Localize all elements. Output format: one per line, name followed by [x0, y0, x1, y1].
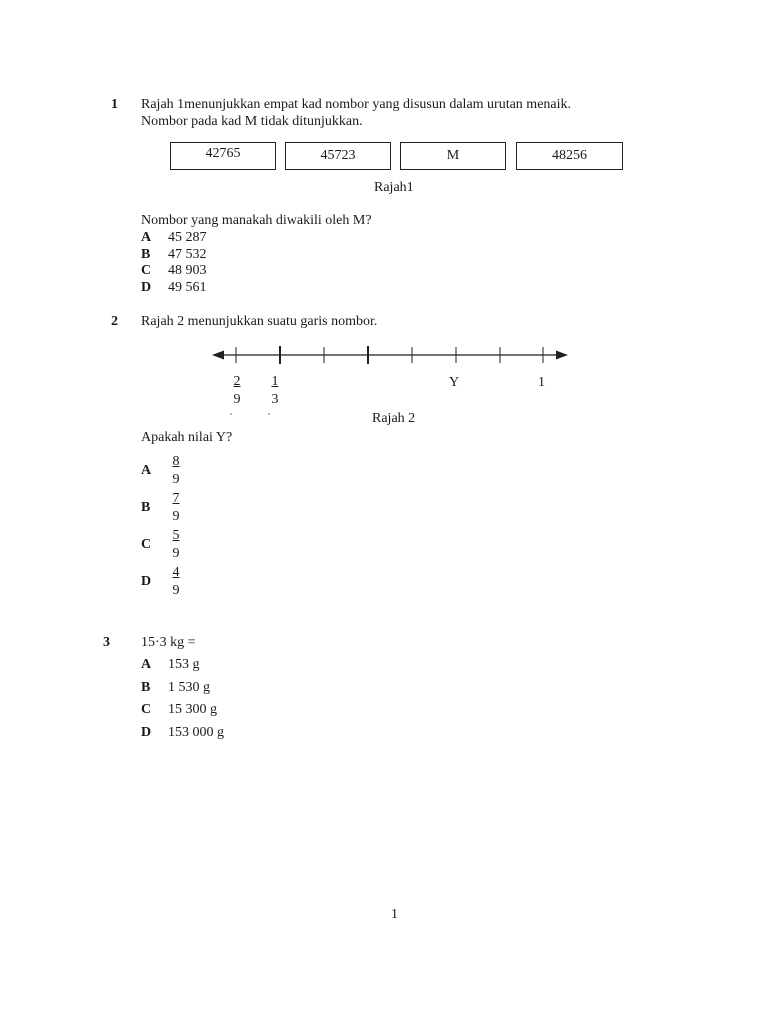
right-arrow-icon [556, 351, 568, 360]
fraction-numerator: 7 [172, 491, 180, 506]
question-3-number: 3 [103, 635, 110, 650]
label-one: 1 [538, 375, 545, 390]
q2-option-b-letter: B [141, 500, 151, 515]
q2-option-a-letter: A [141, 463, 152, 478]
number-card-1: 42765 [170, 142, 276, 170]
label-y: Y [449, 375, 460, 390]
fraction-denominator: 9 [172, 472, 180, 487]
figure-caption-rajah2: Rajah 2 [372, 411, 416, 426]
fraction-denominator: 3 [271, 392, 279, 407]
q2-option-d-letter: D [141, 574, 152, 589]
q3-option-b-letter: B [141, 680, 151, 695]
q1-option-c-text: 48 903 [168, 263, 207, 278]
number-card-2: 45723 [285, 142, 391, 170]
question-2-prompt: Apakah nilai Y? [141, 430, 233, 445]
q1-option-a-letter: A [141, 230, 152, 245]
q2-option-c-fraction [166, 528, 186, 562]
question-3-text: 15·3 kg = [141, 635, 196, 650]
question-1-text-line1: Rajah 1menunjukkan empat kad nombor yang disusun dalam urutan menaik. [141, 97, 572, 112]
left-arrow-icon [212, 351, 224, 360]
q2-option-d-fraction [166, 565, 186, 599]
question-1-number: 1 [111, 97, 118, 112]
fraction-numerator: 1 [271, 374, 279, 389]
fraction-one-third [265, 374, 285, 408]
q3-option-c-letter: C [141, 702, 152, 717]
q1-option-a-text: 45 287 [168, 230, 207, 245]
stray-dot [268, 413, 270, 415]
fraction-numerator: 5 [172, 528, 180, 543]
q3-option-a-text: 153 g [168, 657, 200, 672]
question-1-prompt: Nombor yang manakah diwakili oleh M? [141, 213, 372, 228]
fraction-numerator: 8 [172, 454, 180, 469]
q3-option-b-text: 1 530 g [168, 680, 210, 695]
q1-option-d-text: 49 561 [168, 280, 207, 295]
q2-option-b-fraction [166, 491, 186, 525]
q2-option-c-letter: C [141, 537, 152, 552]
number-line [0, 0, 768, 420]
figure-caption-rajah1: Rajah1 [374, 180, 414, 195]
fraction-numerator: 2 [233, 374, 241, 389]
q3-option-a-letter: A [141, 657, 152, 672]
fraction-two-ninths [227, 374, 247, 408]
fraction-numerator: 4 [172, 565, 180, 580]
q1-option-b-letter: B [141, 247, 151, 262]
fraction-denominator: 9 [172, 546, 180, 561]
q1-option-c-letter: C [141, 263, 152, 278]
question-2-text: Rajah 2 menunjukkan suatu garis nombor. [141, 314, 378, 329]
fraction-denominator: 9 [233, 392, 241, 407]
question-2-number: 2 [111, 314, 118, 329]
q2-option-a-fraction [166, 454, 186, 488]
fraction-denominator: 9 [172, 509, 180, 524]
q3-option-d-text: 153 000 g [168, 725, 224, 740]
number-card-4: 48256 [516, 142, 623, 170]
page-number: 1 [391, 907, 398, 922]
stray-dot [230, 413, 232, 415]
q1-option-d-letter: D [141, 280, 152, 295]
q3-option-c-text: 15 300 g [168, 702, 217, 717]
fraction-denominator: 9 [172, 583, 180, 598]
number-card-m: M [400, 142, 506, 170]
q1-option-b-text: 47 532 [168, 247, 207, 262]
q3-option-d-letter: D [141, 725, 152, 740]
question-1-text-line2: Nombor pada kad M tidak ditunjukkan. [141, 114, 363, 129]
